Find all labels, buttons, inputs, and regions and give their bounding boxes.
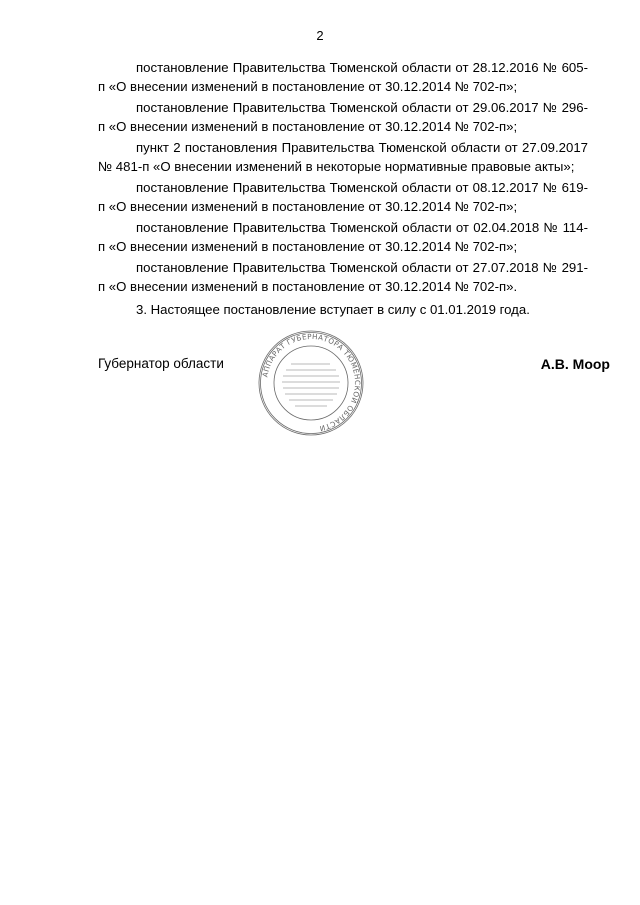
signatory-name: А.В. Моор — [540, 356, 610, 372]
svg-text:АППАРАТ ГУБЕРНАТОРА ТЮМЕНСКОЙ — [260, 332, 362, 433]
paragraph-296: постановление Правительства Тюменской области от 29.06.2017 № 296-п «О внесении изменений в постановление от 30.12.2014 № 702-п»; — [98, 100, 588, 134]
paragraph-619: постановление Правительства Тюменской области от 08.12.2017 № 619-п «О внесении изменений в постановление от 30.12.2014 № 702-п»; — [98, 180, 588, 214]
document-body — [98, 58, 588, 321]
signature-block — [98, 331, 610, 460]
signatory-title: Губернатор области — [98, 356, 224, 371]
page-number: 2 — [316, 28, 324, 43]
paragraph-481: пункт 2 постановления Правительства Тюменской области от 27.09.2017 № 481-п «О внесении изменений в некоторые нормативные правовые акты»; — [98, 140, 588, 174]
seal-ring-text: АППАРАТ ГУБЕРНАТОРА ТЮМЕНСКОЙ ОБЛАСТИ — [260, 331, 363, 434]
paragraph-291: постановление Правительства Тюменской области от 27.07.2018 № 291-п «О внесении изменений в постановление от 30.12.2014 № 702-п». — [98, 260, 588, 294]
paragraph-605: постановление Правительства Тюменской области от 28.12.2016 № 605-п «О внесении изменений в постановление от 30.12.2014 № 702-п»; — [98, 60, 588, 94]
effective-date-clause: 3. Настоящее постановление вступает в силу с 01.01.2019 года. — [136, 302, 530, 317]
paragraph-114: постановление Правительства Тюменской области от 02.04.2018 № 114-п «О внесении изменений в постановление от 30.12.2014 № 702-п»; — [98, 220, 588, 254]
official-seal-stamp — [256, 328, 366, 438]
